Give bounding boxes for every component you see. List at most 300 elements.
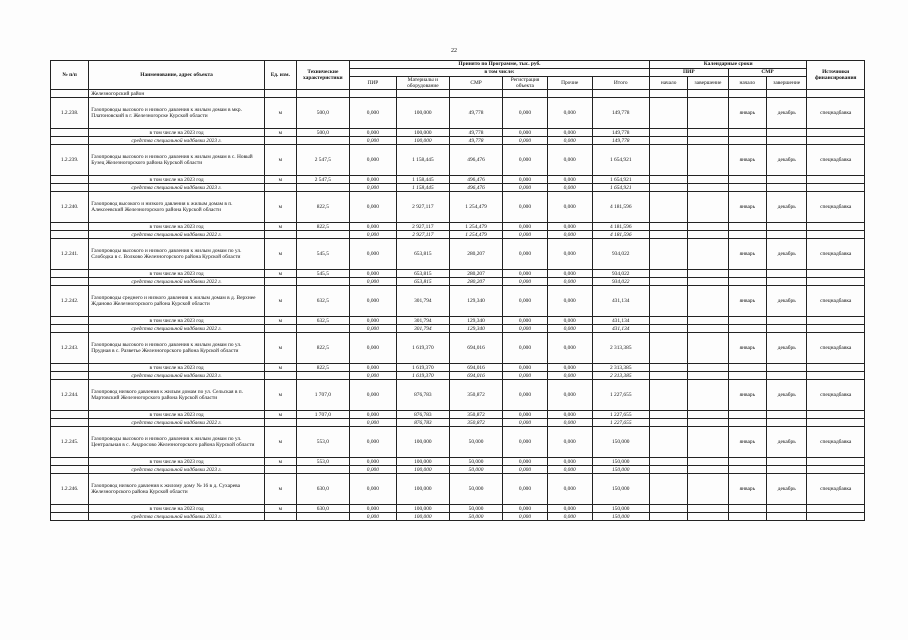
funding-mat: 876,783 xyxy=(396,419,449,427)
subtotal-tech: 632,5 xyxy=(296,317,349,325)
empty-cell xyxy=(766,325,806,333)
header-incl: в том числе: xyxy=(349,69,649,77)
materials-value: 2 927,117 xyxy=(396,192,449,223)
subtotal-tech: 1 707,0 xyxy=(296,411,349,419)
unit: м xyxy=(264,286,296,317)
empty-cell xyxy=(688,317,728,325)
empty-cell xyxy=(728,325,766,333)
empty-cell xyxy=(649,270,687,278)
total-value: 1 227,655 xyxy=(592,380,649,411)
funding-reg: 0,000 xyxy=(503,513,548,521)
subtotal-reg: 0,000 xyxy=(503,270,548,278)
empty-cell xyxy=(728,458,766,466)
empty-cell xyxy=(766,513,806,521)
empty-cell xyxy=(649,372,687,380)
empty-cell xyxy=(51,419,89,427)
subtotal-pir: 0,000 xyxy=(349,176,396,184)
unit: м xyxy=(264,380,296,411)
subtotal-smr: 1 254,479 xyxy=(449,223,502,231)
pir-start xyxy=(649,333,687,364)
pir-value: 0,000 xyxy=(349,380,396,411)
table-row-2023 xyxy=(51,505,865,513)
subtotal-tech: 500,0 xyxy=(296,129,349,137)
subtotal-label: в том числе на 2023 год xyxy=(89,411,265,419)
subtotal-smr: 50,000 xyxy=(449,505,502,513)
pir-start xyxy=(649,427,687,458)
object-name: Газопровод низкого давления к жилым домам по ул. Сельская в п. Мартовский Железногорского района Курской области xyxy=(89,380,265,411)
subtotal-reg: 0,000 xyxy=(503,411,548,419)
empty-cell xyxy=(728,129,766,137)
pir-start xyxy=(649,145,687,176)
empty-cell xyxy=(296,513,349,521)
empty-cell xyxy=(766,223,806,231)
empty-cell xyxy=(807,270,865,278)
empty-cell xyxy=(649,176,687,184)
empty-cell xyxy=(296,184,349,192)
smr-start: январь xyxy=(728,239,766,270)
pir-end xyxy=(688,98,728,129)
object-name: Газопроводы среднего и низкого давления к жилым домам в д. Верхнее Жданово Железногорского района Курской области xyxy=(89,286,265,317)
subtotal-pir: 0,000 xyxy=(349,458,396,466)
empty-cell xyxy=(51,505,89,513)
table-row xyxy=(51,239,865,270)
table-row-2023 xyxy=(51,176,865,184)
funding-source: спецнадбавка xyxy=(807,98,865,129)
funding-total: 150,000 xyxy=(592,466,649,474)
empty-cell xyxy=(688,466,728,474)
empty-cell xyxy=(728,223,766,231)
empty-cell xyxy=(688,231,728,239)
empty-cell xyxy=(264,231,296,239)
pir-value: 0,000 xyxy=(349,192,396,223)
pir-start xyxy=(649,286,687,317)
materials-value: 653,815 xyxy=(396,239,449,270)
empty-cell xyxy=(728,505,766,513)
subtotal-mat: 1 619,370 xyxy=(396,364,449,372)
table-row-2023 xyxy=(51,270,865,278)
table-row xyxy=(51,145,865,176)
empty-cell xyxy=(728,513,766,521)
pir-end xyxy=(688,380,728,411)
subtotal-tech: 822,5 xyxy=(296,223,349,231)
subtotal-pir: 0,000 xyxy=(349,223,396,231)
tech-value: 1 707,0 xyxy=(296,380,349,411)
smr-start: январь xyxy=(728,380,766,411)
subtotal-smr: 49,778 xyxy=(449,129,502,137)
empty-cell xyxy=(728,176,766,184)
smr-start: январь xyxy=(728,474,766,505)
total-value: 4 181,596 xyxy=(592,192,649,223)
unit: м xyxy=(264,129,296,137)
subtotal-oth: 0,000 xyxy=(547,270,592,278)
funding-oth: 0,000 xyxy=(547,184,592,192)
pir-end xyxy=(688,474,728,505)
funding-smr: 49,778 xyxy=(449,137,502,145)
table-row-2023 xyxy=(51,411,865,419)
funding-source: спецнадбавка xyxy=(807,239,865,270)
empty-cell xyxy=(766,372,806,380)
materials-value: 876,783 xyxy=(396,380,449,411)
header-num: № п/п xyxy=(51,61,89,90)
header-name: Наименование, адрес объекта xyxy=(89,61,265,90)
tech-value: 553,0 xyxy=(296,427,349,458)
empty-cell xyxy=(728,411,766,419)
pir-start xyxy=(649,239,687,270)
smr-start: январь xyxy=(728,427,766,458)
table-row-funding xyxy=(51,419,865,427)
smr-value: 50,000 xyxy=(449,427,502,458)
smr-value: 496,476 xyxy=(449,145,502,176)
empty-cell xyxy=(807,137,865,145)
pir-end xyxy=(688,333,728,364)
funding-oth: 0,000 xyxy=(547,513,592,521)
funding-label: средства специальной надбавки 2022 г. xyxy=(89,231,265,239)
empty-cell xyxy=(688,129,728,137)
table-row-funding xyxy=(51,466,865,474)
table-row xyxy=(51,286,865,317)
empty-cell xyxy=(688,270,728,278)
funding-smr: 1 254,479 xyxy=(449,231,502,239)
subtotal-label: в том числе на 2023 год xyxy=(89,270,265,278)
funding-total: 150,000 xyxy=(592,513,649,521)
empty-cell xyxy=(728,419,766,427)
subtotal-pir: 0,000 xyxy=(349,411,396,419)
smr-value: 129,340 xyxy=(449,286,502,317)
empty-cell xyxy=(51,231,89,239)
total-value: 149,778 xyxy=(592,98,649,129)
funding-mat: 2 927,117 xyxy=(396,231,449,239)
row-number: 1.2.245. xyxy=(51,427,89,458)
smr-value: 1 254,479 xyxy=(449,192,502,223)
funding-mat: 301,794 xyxy=(396,325,449,333)
empty-cell xyxy=(649,137,687,145)
pir-end xyxy=(688,427,728,458)
subtotal-tech: 545,5 xyxy=(296,270,349,278)
empty-cell xyxy=(766,278,806,286)
empty-cell xyxy=(807,231,865,239)
header-tech: Технические характеристики xyxy=(296,61,349,90)
funding-total: 1 227,655 xyxy=(592,419,649,427)
funding-reg: 0,000 xyxy=(503,419,548,427)
registration-value: 0,000 xyxy=(503,474,548,505)
subtotal-label: в том числе на 2023 год xyxy=(89,223,265,231)
empty-cell xyxy=(264,184,296,192)
empty-cell xyxy=(807,513,865,521)
unit: м xyxy=(264,427,296,458)
funding-mat: 100,000 xyxy=(396,137,449,145)
empty-cell xyxy=(649,223,687,231)
pir-value: 0,000 xyxy=(349,427,396,458)
unit: м xyxy=(264,270,296,278)
empty-cell xyxy=(264,278,296,286)
subtotal-pir: 0,000 xyxy=(349,505,396,513)
unit: м xyxy=(264,239,296,270)
unit: м xyxy=(264,505,296,513)
funding-oth: 0,000 xyxy=(547,419,592,427)
subtotal-total: 4 181,596 xyxy=(592,223,649,231)
empty-cell xyxy=(649,513,687,521)
materials-value: 1 619,370 xyxy=(396,333,449,364)
header-other: Прочие xyxy=(547,77,592,90)
header-pir-end: завершение xyxy=(688,77,728,90)
subtotal-total: 150,000 xyxy=(592,458,649,466)
table-row-funding xyxy=(51,137,865,145)
materials-value: 100,000 xyxy=(396,427,449,458)
subtotal-total: 431,134 xyxy=(592,317,649,325)
empty-cell xyxy=(766,129,806,137)
empty-cell xyxy=(766,176,806,184)
pir-value: 0,000 xyxy=(349,286,396,317)
table-row-2023 xyxy=(51,364,865,372)
funding-source: спецнадбавка xyxy=(807,474,865,505)
registration-value: 0,000 xyxy=(503,380,548,411)
registration-value: 0,000 xyxy=(503,192,548,223)
empty-cell xyxy=(649,466,687,474)
empty-cell xyxy=(264,513,296,521)
subtotal-mat: 100,000 xyxy=(396,505,449,513)
funding-mat: 100,000 xyxy=(396,513,449,521)
empty-cell xyxy=(688,184,728,192)
empty-cell xyxy=(649,184,687,192)
subtotal-oth: 0,000 xyxy=(547,317,592,325)
pir-value: 0,000 xyxy=(349,474,396,505)
header-smr-start: начало xyxy=(728,77,766,90)
empty-cell xyxy=(51,458,89,466)
funding-pir: 0,000 xyxy=(349,184,396,192)
empty-cell xyxy=(688,176,728,184)
pir-end xyxy=(688,192,728,223)
unit: м xyxy=(264,411,296,419)
tech-value: 822,5 xyxy=(296,192,349,223)
funding-pir: 0,000 xyxy=(349,466,396,474)
funding-source: спецнадбавка xyxy=(807,380,865,411)
funding-mat: 1 158,445 xyxy=(396,184,449,192)
empty-cell xyxy=(766,231,806,239)
empty-cell xyxy=(264,137,296,145)
smr-value: 694,016 xyxy=(449,333,502,364)
table-row-2023 xyxy=(51,223,865,231)
subtotal-label: в том числе на 2023 год xyxy=(89,129,265,137)
object-name: Газопроводы высокого и низкого давления к жилым домам по ул. Слободка в с. Волково Железногорского района Курской области xyxy=(89,239,265,270)
funding-pir: 0,000 xyxy=(349,231,396,239)
pir-value: 0,000 xyxy=(349,239,396,270)
subtotal-total: 1 654,921 xyxy=(592,176,649,184)
header-smr: СМР xyxy=(449,77,502,90)
registration-value: 0,000 xyxy=(503,145,548,176)
funding-label: средства специальной надбавки 2023 г. xyxy=(89,513,265,521)
smr-end: декабрь xyxy=(766,380,806,411)
funding-reg: 0,000 xyxy=(503,278,548,286)
tech-value: 630,0 xyxy=(296,474,349,505)
table-row-funding xyxy=(51,325,865,333)
empty-cell xyxy=(807,184,865,192)
unit: м xyxy=(264,223,296,231)
funding-oth: 0,000 xyxy=(547,231,592,239)
subtotal-label: в том числе на 2023 год xyxy=(89,505,265,513)
empty-cell xyxy=(766,137,806,145)
subtotal-pir: 0,000 xyxy=(349,364,396,372)
subtotal-smr: 350,872 xyxy=(449,411,502,419)
row-number: 1.2.238. xyxy=(51,98,89,129)
empty-cell xyxy=(51,513,89,521)
subtotal-oth: 0,000 xyxy=(547,505,592,513)
funding-oth: 0,000 xyxy=(547,137,592,145)
subtotal-pir: 0,000 xyxy=(349,317,396,325)
program-table xyxy=(50,60,865,521)
funding-source: спецнадбавка xyxy=(807,192,865,223)
subtotal-label: в том числе на 2023 год xyxy=(89,458,265,466)
smr-end: декабрь xyxy=(766,286,806,317)
empty-cell xyxy=(728,184,766,192)
funding-source: спецнадбавка xyxy=(807,286,865,317)
subtotal-label: в том числе на 2023 год xyxy=(89,364,265,372)
table-row xyxy=(51,98,865,129)
subtotal-reg: 0,000 xyxy=(503,317,548,325)
header-smr-end: завершение xyxy=(766,77,806,90)
empty-cell xyxy=(728,372,766,380)
empty-cell xyxy=(688,223,728,231)
funding-total: 431,134 xyxy=(592,325,649,333)
funding-oth: 0,000 xyxy=(547,325,592,333)
empty-cell xyxy=(649,278,687,286)
object-name: Газопроводы высокого и низкого давления к жилым домам по ул. Прудная в с. Разветье Железногорского района Курской области xyxy=(89,333,265,364)
subtotal-reg: 0,000 xyxy=(503,505,548,513)
empty-cell xyxy=(688,505,728,513)
table-row xyxy=(51,192,865,223)
funding-reg: 0,000 xyxy=(503,372,548,380)
registration-value: 0,000 xyxy=(503,98,548,129)
empty-cell xyxy=(51,317,89,325)
smr-end: декабрь xyxy=(766,98,806,129)
pir-value: 0,000 xyxy=(349,145,396,176)
pir-start xyxy=(649,98,687,129)
row-number: 1.2.242. xyxy=(51,286,89,317)
empty-cell xyxy=(807,325,865,333)
empty-cell xyxy=(807,419,865,427)
subtotal-oth: 0,000 xyxy=(547,223,592,231)
empty-cell xyxy=(51,411,89,419)
other-value: 0,000 xyxy=(547,427,592,458)
funding-smr: 50,000 xyxy=(449,513,502,521)
tech-value: 632,5 xyxy=(296,286,349,317)
funding-oth: 0,000 xyxy=(547,278,592,286)
funding-source: спецнадбавка xyxy=(807,145,865,176)
empty-cell xyxy=(296,372,349,380)
row-number: 1.2.243. xyxy=(51,333,89,364)
empty-cell xyxy=(807,278,865,286)
subtotal-total: 1 227,655 xyxy=(592,411,649,419)
funding-pir: 0,000 xyxy=(349,419,396,427)
table-header xyxy=(51,61,865,90)
empty-cell xyxy=(688,364,728,372)
empty-cell xyxy=(807,223,865,231)
funding-pir: 0,000 xyxy=(349,372,396,380)
header-cal-smr: СМР xyxy=(728,69,807,77)
header-cal-pir: ПИР xyxy=(649,69,728,77)
other-value: 0,000 xyxy=(547,192,592,223)
subtotal-mat: 100,000 xyxy=(396,129,449,137)
subtotal-tech: 630,0 xyxy=(296,505,349,513)
header-pir-start: начало xyxy=(649,77,687,90)
header-accepted: Принято по Программе, тыс. руб. xyxy=(349,61,649,69)
smr-value: 350,872 xyxy=(449,380,502,411)
funding-label: средства специальной надбавки 2022 г. xyxy=(89,325,265,333)
subtotal-mat: 876,783 xyxy=(396,411,449,419)
subtotal-label: в том числе на 2023 год xyxy=(89,176,265,184)
empty-cell xyxy=(688,419,728,427)
registration-value: 0,000 xyxy=(503,286,548,317)
smr-start: январь xyxy=(728,98,766,129)
funding-source: спецнадбавка xyxy=(807,333,865,364)
smr-start: январь xyxy=(728,192,766,223)
table-row-funding xyxy=(51,184,865,192)
empty-cell xyxy=(51,372,89,380)
subtotal-pir: 0,000 xyxy=(349,270,396,278)
header-registration: Регистрация объекта xyxy=(503,77,548,90)
funding-oth: 0,000 xyxy=(547,372,592,380)
empty-cell xyxy=(296,466,349,474)
subtotal-smr: 50,000 xyxy=(449,458,502,466)
empty-cell xyxy=(688,411,728,419)
unit: м xyxy=(264,98,296,129)
empty-cell xyxy=(807,505,865,513)
funding-mat: 1 619,370 xyxy=(396,372,449,380)
empty-cell xyxy=(688,513,728,521)
subtotal-total: 2 313,385 xyxy=(592,364,649,372)
registration-value: 0,000 xyxy=(503,427,548,458)
subtotal-tech: 2 547,5 xyxy=(296,176,349,184)
subtotal-oth: 0,000 xyxy=(547,364,592,372)
empty-cell xyxy=(807,458,865,466)
funding-total: 934,022 xyxy=(592,278,649,286)
subtotal-pir: 0,000 xyxy=(349,129,396,137)
pir-start xyxy=(649,380,687,411)
total-value: 431,134 xyxy=(592,286,649,317)
subtotal-mat: 1 158,445 xyxy=(396,176,449,184)
empty-cell xyxy=(649,129,687,137)
empty-cell xyxy=(51,278,89,286)
funding-smr: 129,340 xyxy=(449,325,502,333)
funding-label: средства специальной надбавки 2023 г. xyxy=(89,184,265,192)
funding-total: 149,778 xyxy=(592,137,649,145)
other-value: 0,000 xyxy=(547,98,592,129)
tech-value: 500,0 xyxy=(296,98,349,129)
empty-cell xyxy=(766,419,806,427)
empty-cell xyxy=(807,176,865,184)
empty-cell xyxy=(264,466,296,474)
object-name: Газопровод высокого и низкого давления к жилым домам в п. Алексеевский Железногорского района Курской области xyxy=(89,192,265,223)
funding-smr: 350,872 xyxy=(449,419,502,427)
row-number: 1.2.239. xyxy=(51,145,89,176)
pir-end xyxy=(688,239,728,270)
header-materials: Материалы и оборудование xyxy=(396,77,449,90)
funding-mat: 100,000 xyxy=(396,466,449,474)
empty-cell xyxy=(649,505,687,513)
other-value: 0,000 xyxy=(547,145,592,176)
subtotal-oth: 0,000 xyxy=(547,458,592,466)
funding-smr: 50,000 xyxy=(449,466,502,474)
empty-cell xyxy=(807,411,865,419)
funding-label: средства специальной надбавки 2022 г. xyxy=(89,278,265,286)
empty-cell xyxy=(649,458,687,466)
tech-value: 2 547,5 xyxy=(296,145,349,176)
funding-label: средства специальной надбавки 2022 г. xyxy=(89,419,265,427)
row-number: 1.2.244. xyxy=(51,380,89,411)
funding-label: средства специальной надбавки 2023 г. xyxy=(89,137,265,145)
empty-cell xyxy=(766,466,806,474)
smr-value: 280,207 xyxy=(449,239,502,270)
smr-end: декабрь xyxy=(766,427,806,458)
